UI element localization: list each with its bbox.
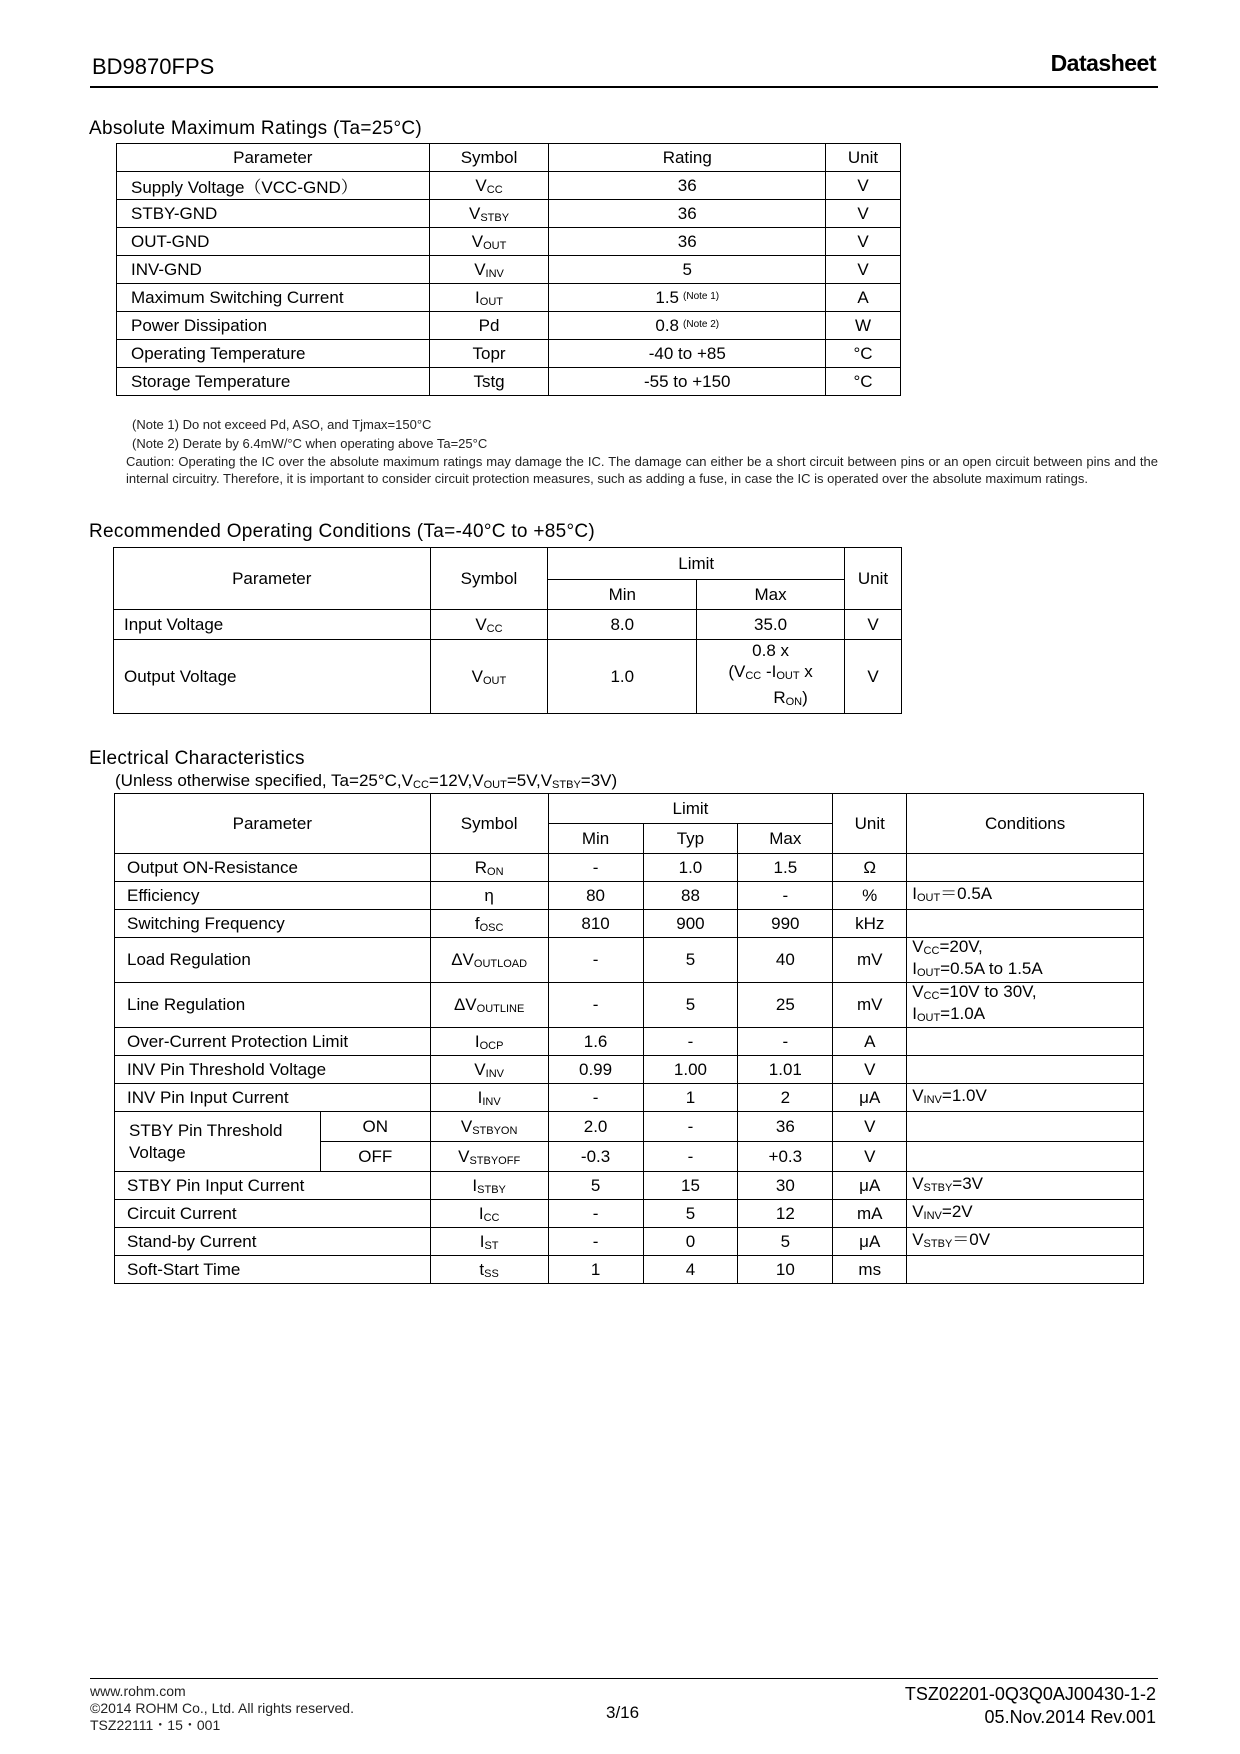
ec-param: INV Pin Input Current [115,1084,431,1112]
footer-left [90,1683,354,1734]
ec-param: Efficiency [115,882,431,910]
ec-title: Electrical Characteristics [89,748,305,769]
ec-param: Switching Frequency [115,910,431,938]
ec-h-symbol: Symbol [430,794,548,854]
roc-row-output-voltage [114,640,902,714]
ec-symbol: $V_{STBYOFF}$ [430,1142,548,1172]
amr-symbol: $I_{OUT}$ [429,284,549,312]
amr-unit: V [826,228,901,256]
ec-param: INV Pin Threshold Voltage [115,1056,431,1084]
ec-conditions: $V_{INV}=1.0V$ [907,1084,1144,1112]
roc-param: Output Voltage [114,640,431,714]
roc-param: Input Voltage [114,610,431,640]
ec-min: 5 [548,1172,643,1200]
amr-rating: -40 to +85 [549,340,826,368]
ec-h-min: Min [548,824,643,854]
ec-unit: V [833,1056,907,1084]
ec-max: 2 [738,1084,833,1112]
amr-param: Supply Voltage（VCC-GND） [117,172,430,200]
amr-param: Maximum Switching Current [117,284,430,312]
ec-max: - [738,1028,833,1056]
ec-typ: - [643,1028,738,1056]
ec-param: STBY Pin Input Current [115,1172,431,1200]
amr-row [117,256,901,284]
amr-unit: °C [826,340,901,368]
ec-conditions [907,854,1144,882]
roc-h-unit: Unit [845,548,902,610]
amr-row [117,312,901,340]
roc-min: 8.0 [548,610,697,640]
ec-row [115,1084,1144,1112]
footer-form: TSZ22111・15・001 [90,1717,221,1733]
amr-rating: 36 [549,228,826,256]
footer-docno: TSZ02201-0Q3Q0AJ00430-1-2 [904,1684,1156,1704]
page-number: 3/16 [606,1703,640,1722]
amr-param: Operating Temperature [117,340,430,368]
ec-conditions: $V_{CC}=10V$ to 30V, $I_{OUT}=1.0A$ [907,983,1144,1028]
ec-max: 1.01 [738,1056,833,1084]
ec-param-stby-threshold: STBY Pin Threshold Voltage [115,1112,321,1172]
ec-unit: μA [833,1228,907,1256]
amr-note-2: (Note 2) Derate by 6.4mW/°C when operating above Ta=25°C [132,436,488,451]
amr-symbol: $V_{INV}$ [429,256,549,284]
amr-rating: 36 [549,200,826,228]
ec-unit: μA [833,1172,907,1200]
ec-max: 5 [738,1228,833,1256]
ec-h-param: Parameter [115,794,431,854]
roc-h-max: Max [697,580,845,610]
roc-max: 0.8 x ($V_{CC}$ $-I_{OUT}$ x $R_{ON}$) [697,640,845,714]
ec-h-limit: Limit [548,794,833,824]
ec-typ: 1.0 [643,854,738,882]
ec-conditions: $I_{OUT}=0.5A$ [907,882,1144,910]
ec-h-unit: Unit [833,794,907,854]
ec-typ: 15 [643,1172,738,1200]
ec-typ: - [643,1142,738,1172]
ec-symbol: $f_{OSC}$ [430,910,548,938]
ec-unit: kHz [833,910,907,938]
ec-table [114,793,1144,1284]
ec-min: - [548,1228,643,1256]
ec-min: 80 [548,882,643,910]
ec-conditions [907,1112,1144,1142]
amr-row [117,200,901,228]
amr-rating: 5 [549,256,826,284]
ec-row [115,1028,1144,1056]
roc-table [113,547,902,714]
ec-min: 2.0 [548,1112,643,1142]
ec-symbol: $I_{CC}$ [430,1200,548,1228]
ec-min: - [548,1084,643,1112]
amr-param: Power Dissipation [117,312,430,340]
header-rule [90,86,1158,88]
ec-symbol: $I_{INV}$ [430,1084,548,1112]
amr-unit: V [826,200,901,228]
ec-min: 1 [548,1256,643,1284]
amr-rating: 36 [549,172,826,200]
ec-param: Line Regulation [115,983,431,1028]
amr-row [117,228,901,256]
ec-param: Over-Current Protection Limit [115,1028,431,1056]
ec-row [115,1256,1144,1284]
ec-conditions [907,1142,1144,1172]
ec-row [115,1228,1144,1256]
amr-h-param: Parameter [117,144,430,172]
ec-row [115,1200,1144,1228]
product-name: BD9870FPS [92,54,215,79]
ec-symbol: $\Delta V_{OUTLINE}$ [430,983,548,1028]
footer-right [905,1683,1156,1729]
ec-symbol: $\Delta V_{OUTLOAD}$ [430,938,548,983]
amr-unit: °C [826,368,901,396]
ec-symbol: $t_{SS}$ [430,1256,548,1284]
amr-rating: 0.8 $^{(Note 2)}$ [549,312,826,340]
ec-unit: % [833,882,907,910]
amr-note-1: (Note 1) Do not exceed Pd, ASO, and Tjmax=150°C [132,417,432,432]
amr-row [117,368,901,396]
ec-h-max: Max [738,824,833,854]
amr-unit: V [826,172,901,200]
ec-row-stby-on [115,1112,1144,1142]
ec-conditions: $V_{STBY}=3V$ [907,1172,1144,1200]
ec-min: - [548,983,643,1028]
ec-max: +0.3 [738,1142,833,1172]
amr-symbol: $V_{CC}$ [429,172,549,200]
ec-unit: V [833,1142,907,1172]
ec-param: Circuit Current [115,1200,431,1228]
ec-param: Load Regulation [115,938,431,983]
ec-max: 1.5 [738,854,833,882]
ec-row [115,854,1144,882]
amr-row [117,172,901,200]
ec-symbol: $V_{STBYON}$ [430,1112,548,1142]
ec-typ: 5 [643,983,738,1028]
ec-unit: A [833,1028,907,1056]
ec-symbol: $V_{INV}$ [430,1056,548,1084]
amr-symbol: $V_{OUT}$ [429,228,549,256]
ec-min: -0.3 [548,1142,643,1172]
amr-row [117,340,901,368]
roc-unit: V [845,610,902,640]
ec-min: - [548,938,643,983]
footer-rule [90,1678,1158,1679]
ec-stby-off-label: OFF [320,1142,430,1172]
ec-row [115,882,1144,910]
amr-title: Absolute Maximum Ratings (Ta=25°C) [89,118,423,139]
ec-conditions: $V_{INV}=2V$ [907,1200,1144,1228]
ec-stby-on-label: ON [320,1112,430,1142]
ec-conditions [907,910,1144,938]
ec-param: Stand-by Current [115,1228,431,1256]
roc-min: 1.0 [548,640,697,714]
ec-param: Soft-Start Time [115,1256,431,1284]
ec-conditions [907,1028,1144,1056]
ec-max: 12 [738,1200,833,1228]
amr-param: Storage Temperature [117,368,430,396]
ec-typ: - [643,1112,738,1142]
ec-typ: 88 [643,882,738,910]
ec-unit: mA [833,1200,907,1228]
ec-typ: 1.00 [643,1056,738,1084]
ec-row [115,1056,1144,1084]
ec-unit: mV [833,938,907,983]
roc-row-input-voltage [114,610,902,640]
ec-typ: 4 [643,1256,738,1284]
footer-copyright: ©2014 ROHM Co., Ltd. All rights reserved. [90,1700,354,1716]
ec-typ: 5 [643,938,738,983]
ec-conditions: $V_{CC}=20V$, $I_{OUT}=0.5A$ to 1.5A [907,938,1144,983]
ec-min: 1.6 [548,1028,643,1056]
ec-min: - [548,854,643,882]
ec-row [115,983,1144,1028]
ec-max: 25 [738,983,833,1028]
ec-row [115,1172,1144,1200]
ec-symbol: η [430,882,548,910]
roc-h-limit: Limit [548,548,845,580]
ec-max: 10 [738,1256,833,1284]
ec-min: 0.99 [548,1056,643,1084]
ec-param: Output ON-Resistance [115,854,431,882]
ec-row [115,938,1144,983]
amr-symbol: Topr [429,340,549,368]
ec-min: - [548,1200,643,1228]
ec-max: 30 [738,1172,833,1200]
ec-symbol: $I_{STBY}$ [430,1172,548,1200]
ec-max: 40 [738,938,833,983]
ec-typ: 5 [643,1200,738,1228]
ec-symbol: $I_{ST}$ [430,1228,548,1256]
ec-max: - [738,882,833,910]
ec-unit: mV [833,983,907,1028]
amr-symbol: $V_{STBY}$ [429,200,549,228]
amr-param: INV-GND [117,256,430,284]
amr-header-row [117,144,901,172]
ec-h-conditions: Conditions [907,794,1144,854]
ec-symbol: $R_{ON}$ [430,854,548,882]
ec-min: 810 [548,910,643,938]
doc-type: Datasheet [1050,50,1156,76]
amr-symbol: Tstg [429,368,549,396]
roc-max: 35.0 [697,610,845,640]
roc-symbol: $V_{CC}$ [430,610,548,640]
ec-h-typ: Typ [643,824,738,854]
roc-h-symbol: Symbol [430,548,548,610]
amr-unit: A [826,284,901,312]
ec-typ: 1 [643,1084,738,1112]
amr-caution: Caution: Operating the IC over the absolute maximum ratings may damage the IC. The damage can either be a short circuit between pins or an open circuit between pins and the internal circuitry. Therefore, it is important to consider circuit protection measures, such as adding a fuse, in case the IC is operated over the absolute maximum ratings. [126,454,1158,486]
amr-param: OUT-GND [117,228,430,256]
ec-typ: 0 [643,1228,738,1256]
ec-max: 990 [738,910,833,938]
amr-unit: W [826,312,901,340]
ec-conditions: $V_{STBY}=0V$ [907,1228,1144,1256]
amr-unit: V [826,256,901,284]
amr-rating: -55 to +150 [549,368,826,396]
footer-date: 05.Nov.2014 Rev.001 [984,1707,1156,1727]
amr-symbol: Pd [429,312,549,340]
roc-symbol: $V_{OUT}$ [430,640,548,714]
ec-row [115,910,1144,938]
roc-h-min: Min [548,580,697,610]
ec-unit: ms [833,1256,907,1284]
roc-unit: V [845,640,902,714]
amr-h-rating: Rating [549,144,826,172]
roc-h-param: Parameter [114,548,431,610]
amr-h-symbol: Symbol [429,144,549,172]
ec-unit: Ω [833,854,907,882]
amr-h-unit: Unit [826,144,901,172]
amr-param: STBY-GND [117,200,430,228]
ec-symbol: $I_{OCP}$ [430,1028,548,1056]
ec-max: 36 [738,1112,833,1142]
ec-unit: μA [833,1084,907,1112]
ec-conditions [907,1056,1144,1084]
roc-title: Recommended Operating Conditions (Ta=-40°C to +85°C) [89,521,596,542]
ec-typ: 900 [643,910,738,938]
ec-subtitle: (Unless otherwise specified, $Ta=25^\circ C,V_{CC}=12V,V_{OUT}=5V,V_{STBY}=3V$) [115,771,618,791]
ec-unit: V [833,1112,907,1142]
amr-rating: 1.5 $^{(Note 1)}$ [549,284,826,312]
amr-row [117,284,901,312]
amr-table [116,143,901,396]
footer-site: www.rohm.com [90,1683,186,1699]
ec-conditions [907,1256,1144,1284]
